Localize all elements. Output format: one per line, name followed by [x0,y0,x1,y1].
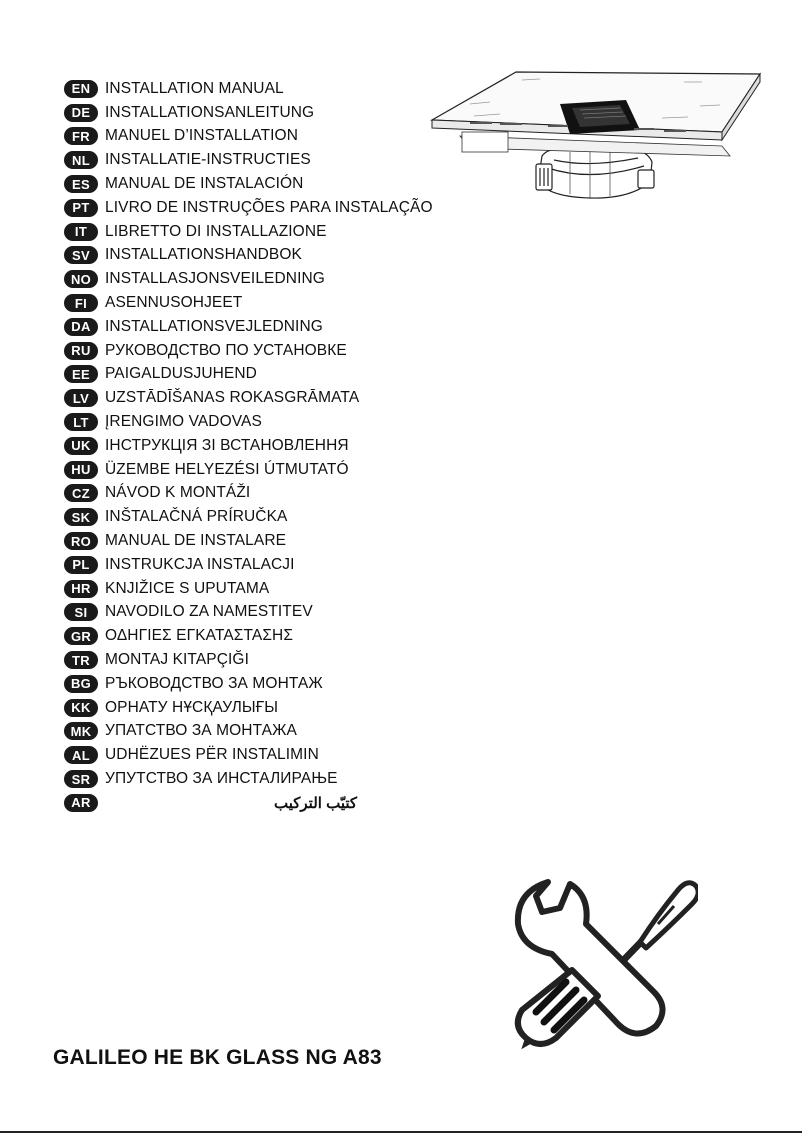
language-code-badge: DA [64,318,98,336]
language-code-badge: FI [64,294,98,312]
language-code-badge: HR [64,580,98,598]
language-title: NAVODILO ZA NAMESTITEV [105,603,313,621]
language-code-badge: AL [64,746,98,764]
language-code-badge: PT [64,199,98,217]
language-item-no [64,267,433,291]
language-code-badge: FR [64,127,98,145]
language-title: LIBRETTO DI INSTALLAZIONE [105,222,327,240]
language-code-badge: GR [64,627,98,645]
extractor-motor-icon [536,150,654,198]
language-item-pl [64,553,433,577]
language-item-al [64,743,433,767]
model-name: GALILEO HE BK GLASS NG A83 [53,1046,382,1069]
language-item-ee [64,363,433,387]
language-item-en [64,77,433,101]
language-item-es [64,172,433,196]
language-title: INSTALLATIE-INSTRUCTIES [105,151,311,169]
language-code-badge: CZ [64,484,98,502]
language-item-uk [64,434,433,458]
language-code-badge: NO [64,270,98,288]
language-title: ĮRENGIMO VADOVAS [105,413,262,431]
language-item-sv [64,244,433,268]
language-code-badge: ES [64,175,98,193]
language-title: MANUEL D’INSTALLATION [105,127,299,145]
bottom-divider [0,1131,802,1133]
language-code-badge: SK [64,508,98,526]
language-title: ІНСТРУКЦІЯ ЗІ ВСТАНОВЛЕННЯ [105,436,349,454]
language-code-badge: EN [64,80,98,98]
language-code-badge: AR [64,794,98,812]
language-title: كتيّب التركيب [274,794,358,812]
language-item-lt [64,410,433,434]
language-item-tr [64,648,433,672]
language-title: ASENNUSOHJEET [105,294,243,312]
language-item-kk [64,696,433,720]
language-item-de [64,101,433,125]
language-item-it [64,220,433,244]
language-code-badge: LT [64,413,98,431]
wrench-screwdriver-icon [508,862,698,1052]
language-code-badge: NL [64,151,98,169]
language-title: KNJIŽICE S UPUTAMA [105,579,270,597]
language-title: PAIGALDUSJUHEND [105,365,257,383]
language-code-badge: MK [64,722,98,740]
language-item-sk [64,505,433,529]
language-item-sr [64,767,433,791]
language-title: РУКОВОДСТВО ПО УСТАНОВКЕ [105,341,347,359]
language-title: УПАТСТВО ЗА МОНТАЖА [105,722,297,740]
language-code-badge: BG [64,675,98,693]
language-item-mk [64,720,433,744]
language-code-badge: RU [64,342,98,360]
screwdriver-grip-icon [518,970,598,1044]
language-title: LIVRO DE INSTRUÇÕES PARA INSTALAÇÃO [105,198,433,216]
language-title: UZSTĀDĪŠANAS ROKASGRĀMATA [105,389,360,407]
language-code-badge: RO [64,532,98,550]
language-item-nl [64,148,433,172]
language-item-hu [64,458,433,482]
language-item-cz [64,482,433,506]
language-code-badge: EE [64,365,98,383]
language-item-ar [64,791,433,815]
language-item-si [64,601,433,625]
language-item-pt [64,196,433,220]
language-item-ru [64,339,433,363]
language-code-badge: PL [64,556,98,574]
language-code-badge: UK [64,437,98,455]
language-title: УПУТСТВО ЗА ИНСТАЛИРАЊЕ [105,770,338,787]
language-code-badge: SV [64,246,98,264]
language-code-badge: TR [64,651,98,669]
language-title: INSTRUKCJA INSTALACJI [105,555,295,573]
language-item-hr [64,577,433,601]
language-item-ro [64,529,433,553]
language-title: INSTALLATIONSVEJLEDNING [105,317,323,335]
language-title: INSTALLATIONSHANDBOK [105,246,302,264]
language-title: ΟΔΗΓΙΕΣ ΕΓΚΑΤΑΣΤΑΣΗΣ [105,627,293,645]
language-title: ÜZEMBE HELYEZÉSI ÚTMUTATÓ [105,460,349,478]
language-code-badge: KK [64,699,98,717]
language-title: MONTAJ KITAPÇIĞI [105,651,249,669]
language-item-fr [64,125,433,149]
language-code-badge: SI [64,603,98,621]
language-item-gr [64,624,433,648]
language-item-fi [64,291,433,315]
language-title: INSTALLATION MANUAL [105,79,284,97]
language-code-badge: LV [64,389,98,407]
language-code-badge: SR [64,770,98,788]
hob-illustration-icon [430,64,770,204]
glass-top-icon [432,72,760,156]
language-list [64,77,433,815]
language-code-badge: IT [64,223,98,241]
language-title: РЪКОВОДСТВО ЗА МОНТАЖ [105,674,323,692]
language-title: INSTALLATIONSANLEITUNG [105,103,315,121]
language-code-badge: HU [64,461,98,479]
language-title: ОРНАТУ НҰСҚАУЛЫҒЫ [105,698,279,716]
language-title: INŠTALAČNÁ PRÍRUČKA [105,508,288,526]
language-item-lv [64,386,433,410]
language-title: NÁVOD K MONTÁŽI [105,484,251,502]
language-title: MANUAL DE INSTALARE [105,532,287,550]
language-title: INSTALLASJONSVEILEDNING [105,270,325,288]
language-title: UDHËZUES PËR INSTALIMIN [105,746,319,764]
language-code-badge: DE [64,104,98,122]
language-item-bg [64,672,433,696]
language-item-da [64,315,433,339]
language-title: MANUAL DE INSTALACIÓN [105,175,304,193]
